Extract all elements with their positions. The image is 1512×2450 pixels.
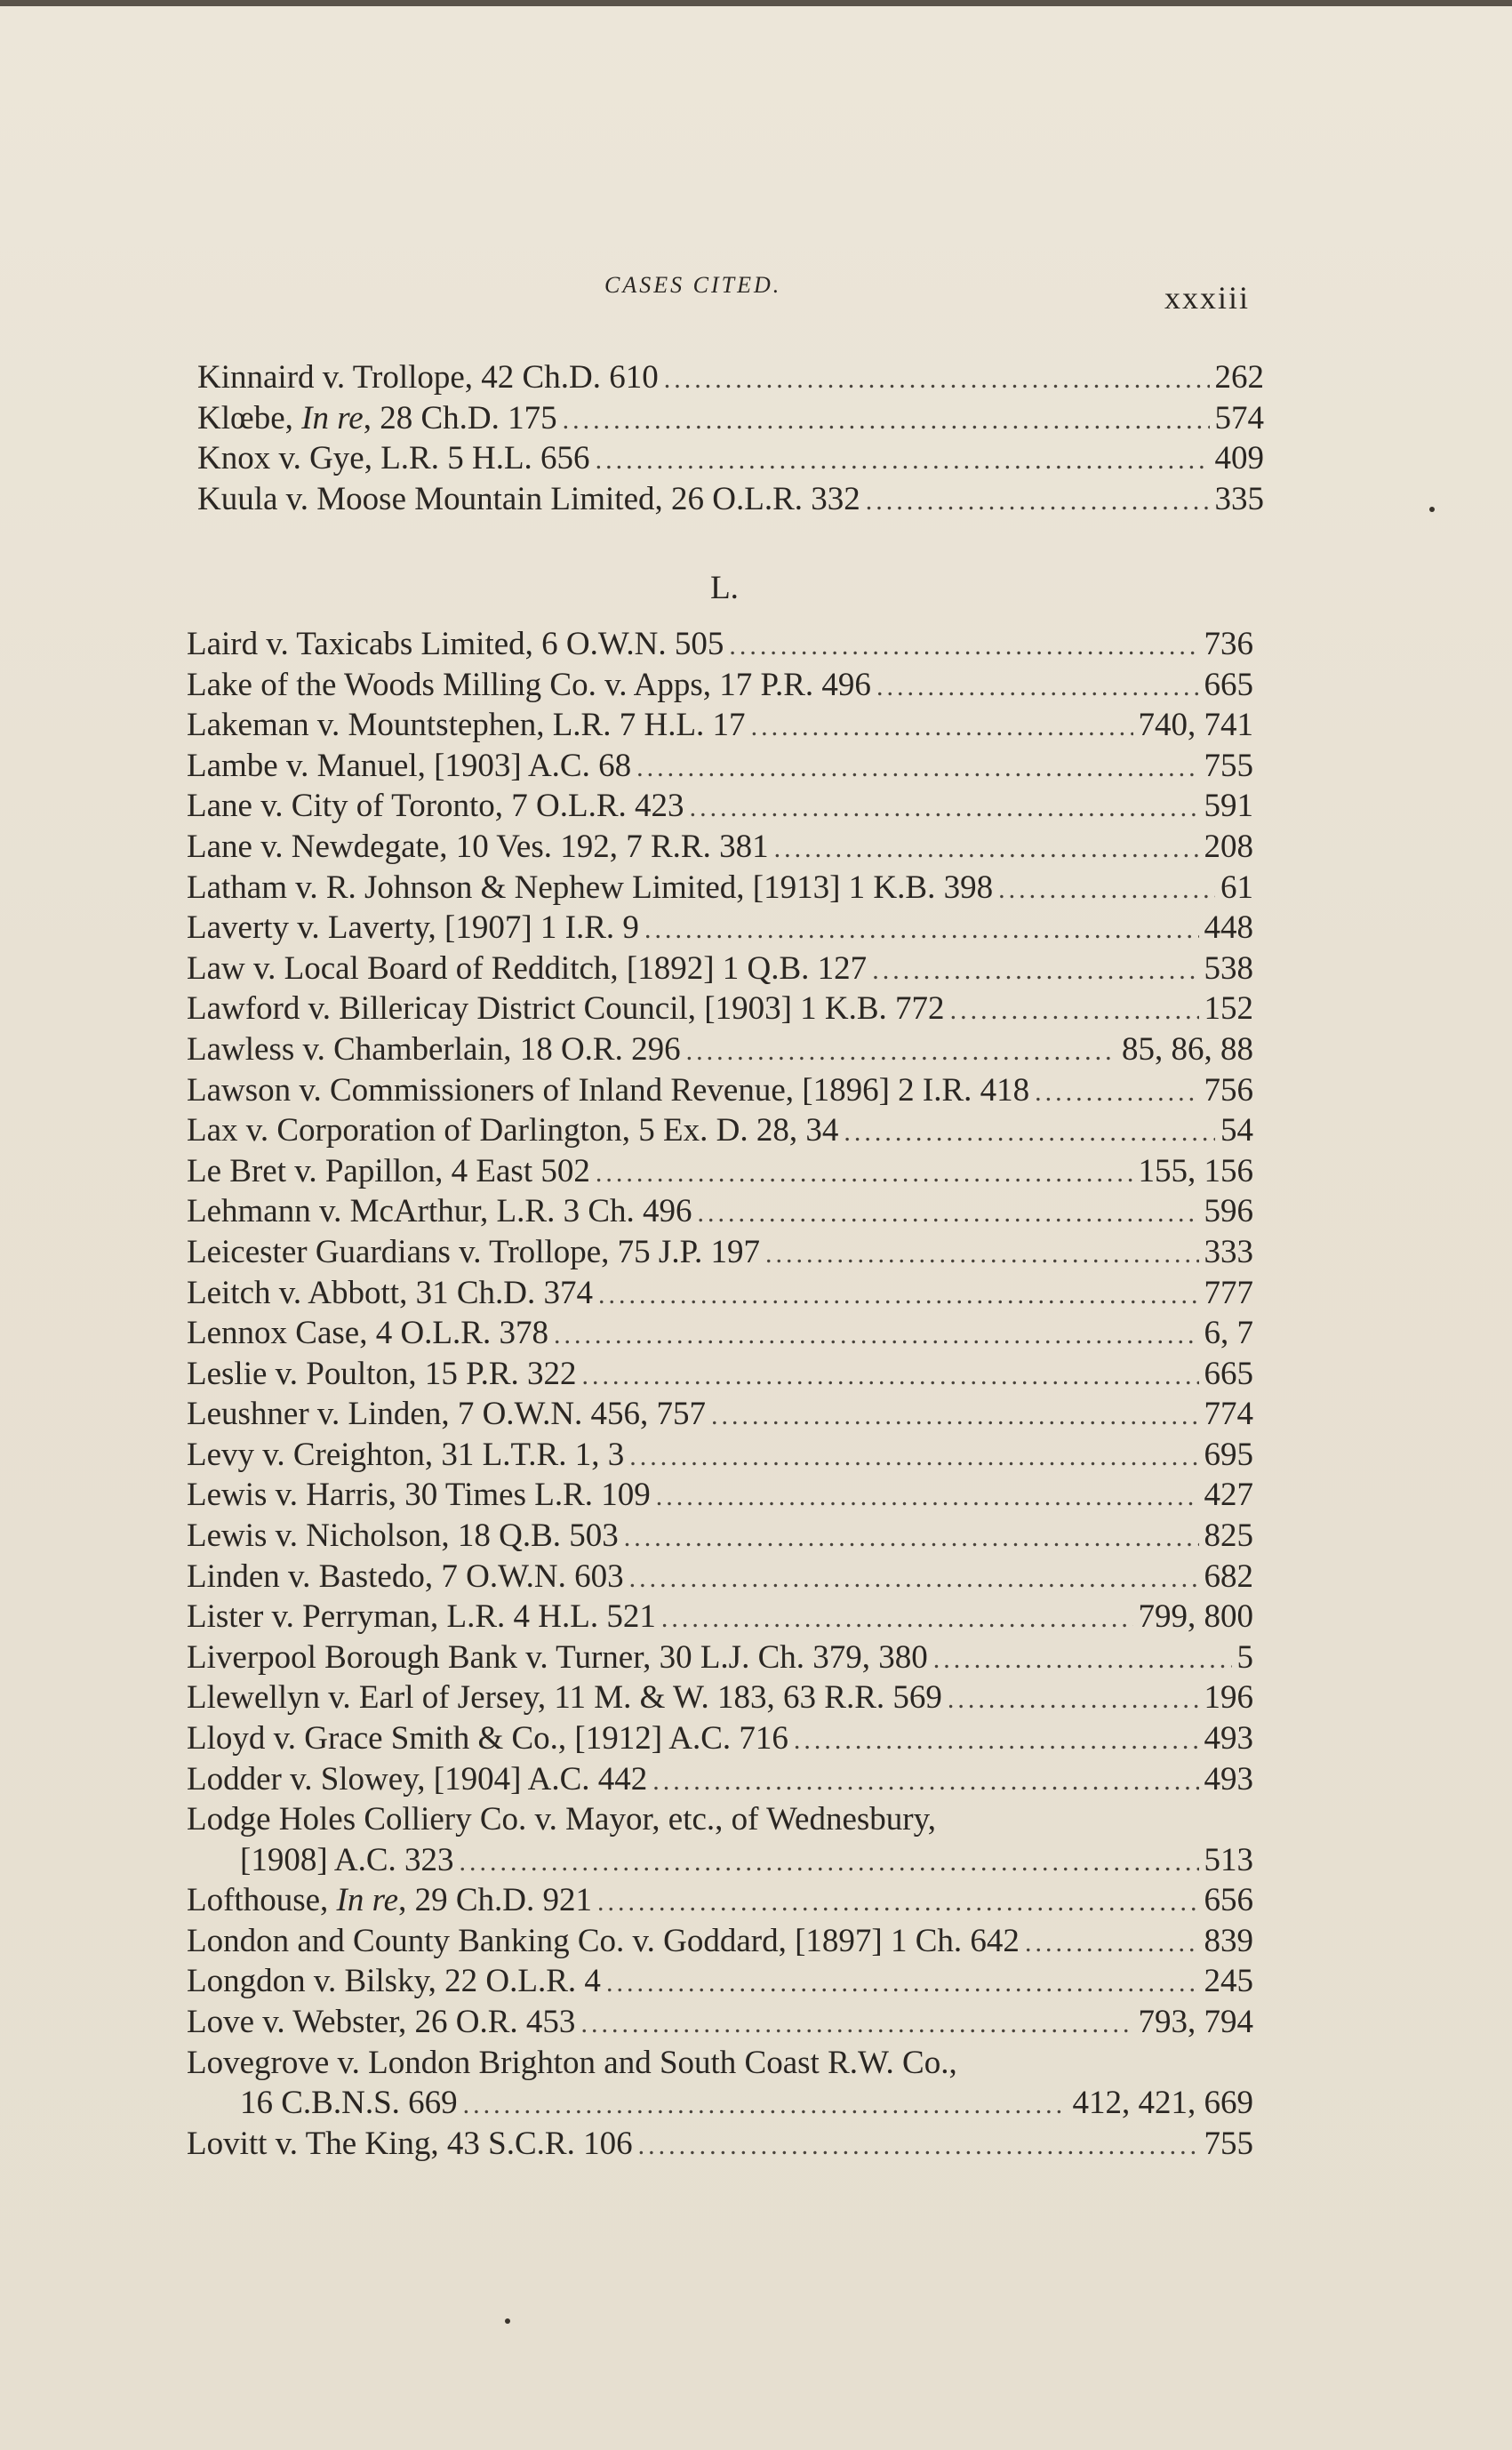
list-item [187, 705, 1253, 746]
list-item [187, 1961, 1253, 2002]
case-name [197, 398, 557, 439]
leader-dots [463, 2085, 1068, 2126]
leader-dots [652, 1761, 1198, 1802]
case-name: Latham v. R. Johnson & Nephew Limited, [1913] 1 K.B. 398 [187, 869, 994, 906]
case-name: Lawless v. Chamberlain, 18 O.R. 296 [187, 1030, 681, 1068]
case-name: Laverty v. Laverty, [1907] 1 I.R. 9 [187, 909, 639, 947]
leader-dots [661, 1598, 1133, 1639]
case-citation-continued: [1908] A.C. 323 [240, 1841, 454, 1878]
list-item [197, 398, 1264, 439]
case-name: Lake of the Woods Milling Co. v. Apps, 17 P.R. 496 [187, 666, 871, 703]
leader-dots [624, 1517, 1199, 1558]
leader-dots [998, 869, 1215, 910]
case-name: Lehmann v. McArthur, L.R. 3 Ch. 496 [187, 1193, 692, 1230]
in-re-italic: In re [336, 1882, 399, 1919]
case-name: Knox v. Gye, L.R. 5 H.L. 656 [197, 440, 590, 477]
list-item [197, 357, 1264, 398]
list-item [187, 1880, 1253, 1921]
list-item [187, 1718, 1253, 1759]
leader-dots [866, 481, 1210, 522]
list-item [187, 2002, 1253, 2043]
page-ref: 85, 86, 88 [1122, 1030, 1253, 1068]
page-ref: 152 [1204, 990, 1253, 1028]
leader-dots [1035, 1072, 1198, 1113]
case-name: Kuula v. Moose Mountain Limited, 26 O.L.R. 332 [197, 480, 860, 517]
in-re-italic: In re [301, 399, 364, 436]
page-ref: 333 [1204, 1233, 1253, 1270]
leader-dots [1025, 1923, 1199, 1964]
running-title: CASES CITED. [604, 272, 782, 298]
page-ref: 756 [1204, 1071, 1253, 1109]
case-party: Klœbe, In re, 28 Ch.D. 175 [197, 399, 557, 436]
page-ref: 736 [1204, 626, 1253, 662]
case-name: London and County Banking Co. v. Goddard, [1897] 1 Ch. 642 [187, 1922, 1020, 1959]
leader-dots [460, 1842, 1199, 1883]
case-name: Levy v. Creighton, 31 L.T.R. 1, 3 [187, 1436, 625, 1473]
leader-dots [872, 950, 1198, 991]
page-ref: 839 [1204, 1922, 1253, 1959]
list-item [187, 1677, 1253, 1718]
list-item [187, 746, 1253, 787]
case-name: Liverpool Borough Bank v. Turner, 30 L.J. Ch. 379, 380 [187, 1638, 928, 1676]
case-name: Leicester Guardians v. Trollope, 75 J.P. 197 [187, 1233, 761, 1270]
list-item [187, 1759, 1253, 1800]
leader-dots [729, 626, 1198, 667]
top-edge-rule [0, 0, 1512, 6]
case-name: Leitch v. Abbott, 31 Ch.D. 374 [187, 1274, 593, 1311]
case-name: Lennox Case, 4 O.L.R. 378 [187, 1315, 548, 1352]
list-item [187, 624, 1253, 665]
page-ref: 695 [1204, 1436, 1253, 1473]
leader-dots [606, 1963, 1199, 2004]
case-name: Lewis v. Nicholson, 18 Q.B. 503 [187, 1517, 619, 1555]
page-ref: 448 [1204, 909, 1253, 947]
page-ref: 513 [1204, 1841, 1253, 1878]
k-entries-list [197, 357, 1264, 519]
leader-dots [698, 1193, 1199, 1234]
case-name: Llewellyn v. Earl of Jersey, 11 M. & W. 183, 63 R.R. 569 [187, 1679, 942, 1717]
page-ref: 196 [1204, 1679, 1253, 1717]
page-ref: 493 [1204, 1760, 1253, 1797]
case-name: Le Bret v. Papillon, 4 East 502 [187, 1152, 590, 1189]
list-item [187, 1110, 1253, 1151]
list-item [187, 1191, 1253, 1232]
case-name: Lewis v. Harris, 30 Times L.R. 109 [187, 1477, 651, 1514]
list-item [187, 1394, 1253, 1435]
page-ref: 335 [1214, 480, 1264, 517]
list-item [187, 1273, 1253, 1314]
leader-dots [948, 1679, 1199, 1720]
leader-dots [690, 788, 1199, 829]
page-ref: 740, 741 [1138, 707, 1253, 744]
case-name: Love v. Webster, 26 O.R. 453 [187, 2004, 576, 2040]
page-ref: 427 [1204, 1477, 1253, 1514]
case-name: Laird v. Taxicabs Limited, 6 O.W.N. 505 [187, 626, 724, 662]
leader-dots [656, 1477, 1199, 1517]
leader-dots [751, 707, 1133, 748]
page-ref: 793, 794 [1138, 2004, 1253, 2040]
case-name: Lane v. Newdegate, 10 Ves. 192, 7 R.R. 381 [187, 828, 769, 865]
page-ref: 54 [1220, 1112, 1253, 1149]
list-item [187, 1313, 1253, 1354]
leader-dots [563, 400, 1210, 441]
case-name: Lakeman v. Mountstephen, L.R. 7 H.L. 17 [187, 707, 746, 744]
case-name: Leslie v. Poulton, 15 P.R. 322 [187, 1355, 577, 1392]
page-ref: 493 [1204, 1720, 1253, 1757]
leader-dots [629, 1558, 1199, 1599]
case-name: Lovegrove v. London Brighton and South Coast R.W. Co., [187, 2044, 957, 2081]
leader-dots [596, 1153, 1133, 1194]
leader-dots [636, 748, 1198, 789]
list-item [187, 665, 1253, 706]
list-item [187, 1070, 1253, 1111]
page-ref: 262 [1214, 359, 1264, 396]
page-ref: 5 [1236, 1638, 1253, 1676]
leader-dots [582, 1356, 1199, 1397]
page-ref: 665 [1204, 1355, 1253, 1392]
page-ref: 61 [1220, 869, 1253, 906]
list-item [187, 1799, 1253, 1880]
leader-dots [597, 1882, 1199, 1923]
paper-speck [505, 2318, 510, 2324]
page-ref: 799, 800 [1138, 1598, 1253, 1636]
case-name: Leushner v. Linden, 7 O.W.N. 456, 757 [187, 1396, 707, 1433]
leader-dots [844, 1112, 1215, 1153]
leader-dots [554, 1315, 1199, 1356]
page-ref: 755 [1204, 747, 1253, 784]
leader-dots [644, 909, 1199, 950]
leader-dots [774, 829, 1199, 869]
leader-dots [638, 2126, 1199, 2166]
leader-dots [580, 2004, 1132, 2045]
case-name: Lawford v. Billericay District Council, [1903] 1 K.B. 772 [187, 990, 945, 1028]
list-item [187, 989, 1253, 1029]
section-letter: L. [710, 570, 739, 606]
page-ref: 774 [1204, 1396, 1253, 1433]
page-ref: 6, 7 [1204, 1315, 1253, 1352]
list-item [187, 1354, 1253, 1395]
page-ref: 409 [1214, 440, 1264, 477]
page-ref: 755 [1204, 2125, 1253, 2162]
case-name: Lodder v. Slowey, [1904] A.C. 442 [187, 1760, 648, 1797]
leader-dots [596, 440, 1210, 481]
leader-dots [598, 1275, 1199, 1316]
case-name: Longdon v. Bilsky, 22 O.L.R. 4 [187, 1963, 601, 2000]
leader-dots [933, 1639, 1232, 1680]
list-item [197, 479, 1264, 520]
case-name: Lloyd v. Grace Smith & Co., [1912] A.C. 716 [187, 1720, 788, 1757]
leader-dots [794, 1720, 1199, 1761]
list-item [187, 1597, 1253, 1637]
case-name: Law v. Local Board of Redditch, [1892] 1 Q.B. 127 [187, 949, 868, 987]
page-ref: 208 [1204, 828, 1253, 865]
case-citation-continued: 16 C.B.N.S. 669 [240, 2085, 458, 2122]
list-item [187, 827, 1253, 868]
leader-dots [711, 1396, 1198, 1437]
list-item [187, 1435, 1253, 1476]
page-ref: 574 [1214, 399, 1264, 436]
page-ref: 682 [1204, 1557, 1253, 1595]
page-ref: 825 [1204, 1517, 1253, 1555]
case-name: Kinnaird v. Trollope, 42 Ch.D. 610 [197, 359, 659, 396]
page-ref: 155, 156 [1138, 1152, 1253, 1189]
list-item [197, 438, 1264, 479]
list-item [187, 868, 1253, 909]
page-ref: 591 [1204, 788, 1253, 825]
list-item [187, 1151, 1253, 1192]
page-ref: 656 [1204, 1882, 1253, 1919]
list-item [187, 1557, 1253, 1597]
page-ref: 245 [1204, 1963, 1253, 2000]
leader-dots [950, 990, 1199, 1031]
list-item [187, 1029, 1253, 1070]
list-item [187, 786, 1253, 827]
page-ref: 777 [1204, 1274, 1253, 1311]
leader-dots [765, 1234, 1198, 1275]
case-name: Lister v. Perryman, L.R. 4 H.L. 521 [187, 1598, 656, 1636]
paper-speck [1429, 507, 1435, 512]
l-entries-list [187, 624, 1253, 2164]
leader-dots [664, 359, 1210, 400]
list-item [187, 1637, 1253, 1678]
case-name: Lovitt v. The King, 43 S.C.R. 106 [187, 2125, 633, 2162]
list-item [187, 1516, 1253, 1557]
case-name: Lambe v. Manuel, [1903] A.C. 68 [187, 747, 632, 784]
list-item [187, 2043, 1253, 2124]
list-item [187, 1232, 1253, 1273]
leader-dots [686, 1031, 1116, 1072]
leader-dots [629, 1437, 1198, 1477]
case-name: Lax v. Corporation of Darlington, 5 Ex. D. 28, 34 [187, 1112, 839, 1149]
list-item [187, 908, 1253, 949]
list-item [187, 2124, 1253, 2165]
case-name: Lawson v. Commissioners of Inland Revenue, [1896] 2 I.R. 418 [187, 1071, 1030, 1109]
page-ref: 412, 421, 669 [1072, 2085, 1253, 2122]
list-item [187, 1475, 1253, 1516]
page-ref: 596 [1204, 1193, 1253, 1230]
page-ref: 538 [1204, 949, 1253, 987]
list-item [187, 949, 1253, 989]
list-item [187, 1921, 1253, 1962]
case-name: Lane v. City of Toronto, 7 O.L.R. 423 [187, 788, 684, 825]
page-ref: 665 [1204, 666, 1253, 703]
page-number: xxxiii [1164, 280, 1251, 316]
case-name: Lofthouse, In re, 29 Ch.D. 921 [187, 1882, 592, 1919]
case-name: Lodge Holes Colliery Co. v. Mayor, etc., of Wednesbury, [187, 1801, 936, 1838]
leader-dots [876, 667, 1199, 708]
running-head [0, 272, 1512, 316]
case-name: Linden v. Bastedo, 7 O.W.N. 603 [187, 1557, 624, 1595]
